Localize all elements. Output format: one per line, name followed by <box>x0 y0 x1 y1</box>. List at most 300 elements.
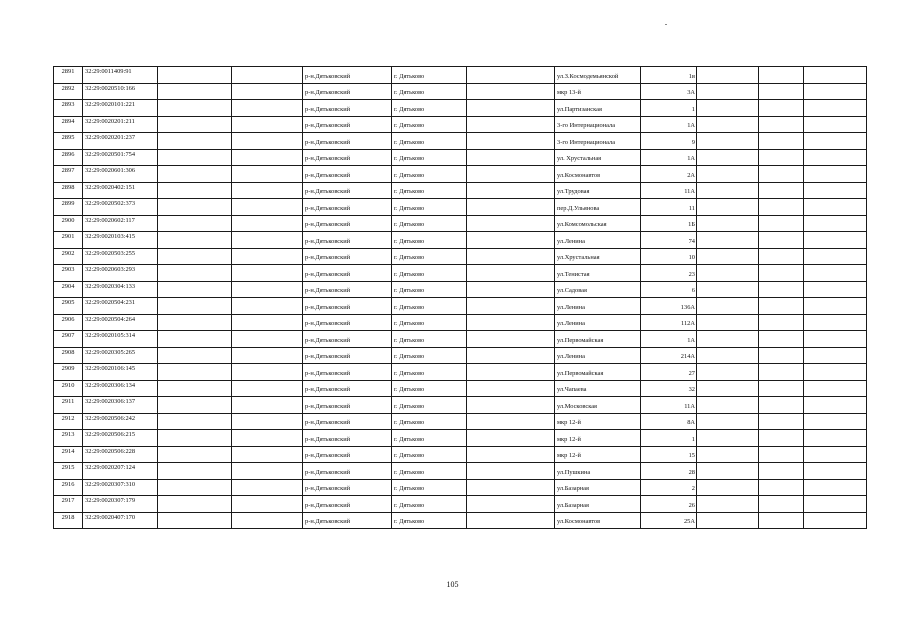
empty-cell <box>804 199 867 216</box>
empty-cell <box>697 248 759 265</box>
empty-cell <box>697 166 759 183</box>
empty-cell <box>804 314 867 331</box>
row-number: 2918 <box>54 512 83 529</box>
empty-cell <box>158 232 232 249</box>
empty-cell <box>467 380 555 397</box>
district-cell: р-н.Дятьковский <box>303 215 392 232</box>
empty-cell <box>804 149 867 166</box>
empty-cell <box>697 116 759 133</box>
empty-cell <box>232 347 303 364</box>
empty-cell <box>759 446 804 463</box>
empty-cell <box>467 100 555 117</box>
city-cell: г. Дятьково <box>392 430 467 447</box>
empty-cell <box>467 133 555 150</box>
empty-cell <box>232 265 303 282</box>
street-cell: 3-го Интернационала <box>555 133 641 150</box>
empty-cell <box>158 166 232 183</box>
empty-cell <box>697 496 759 513</box>
house-number: 3А <box>641 83 697 100</box>
empty-cell <box>804 397 867 414</box>
street-cell: ул.Хрустальная <box>555 248 641 265</box>
district-cell: р-н.Дятьковский <box>303 496 392 513</box>
row-number: 2895 <box>54 133 83 150</box>
cadastral-number: 32:29:0020506:215 <box>83 430 158 447</box>
empty-cell <box>804 281 867 298</box>
empty-cell <box>232 298 303 315</box>
district-cell: р-н.Дятьковский <box>303 182 392 199</box>
cadastral-number: 32:29:0020307:179 <box>83 496 158 513</box>
empty-cell <box>158 100 232 117</box>
house-number: 11А <box>641 397 697 414</box>
district-cell: р-н.Дятьковский <box>303 100 392 117</box>
empty-cell <box>158 314 232 331</box>
empty-cell <box>759 281 804 298</box>
house-number: 1 <box>641 100 697 117</box>
row-number: 2898 <box>54 182 83 199</box>
city-cell: г. Дятьково <box>392 100 467 117</box>
empty-cell <box>697 512 759 529</box>
empty-cell <box>232 430 303 447</box>
house-number: 1в <box>641 67 697 84</box>
house-number: 9 <box>641 133 697 150</box>
register-table <box>53 66 867 529</box>
empty-cell <box>804 232 867 249</box>
empty-cell <box>759 463 804 480</box>
empty-cell <box>467 116 555 133</box>
empty-cell <box>158 347 232 364</box>
table-row <box>54 512 867 529</box>
house-number: 15 <box>641 446 697 463</box>
district-cell: р-н.Дятьковский <box>303 380 392 397</box>
empty-cell <box>467 166 555 183</box>
district-cell: р-н.Дятьковский <box>303 83 392 100</box>
district-cell: р-н.Дятьковский <box>303 281 392 298</box>
empty-cell <box>759 182 804 199</box>
empty-cell <box>467 512 555 529</box>
row-number: 2902 <box>54 248 83 265</box>
street-cell: ул.З.Космодемьянской <box>555 67 641 84</box>
empty-cell <box>158 479 232 496</box>
table-body <box>54 67 867 529</box>
cadastral-number: 32:29:0020502:373 <box>83 199 158 216</box>
cadastral-number: 32:29:0020601:306 <box>83 166 158 183</box>
street-cell: ул.Московская <box>555 397 641 414</box>
empty-cell <box>158 248 232 265</box>
row-number: 2896 <box>54 149 83 166</box>
street-cell: ул.Садовая <box>555 281 641 298</box>
table-row <box>54 314 867 331</box>
table-row <box>54 380 867 397</box>
row-number: 2905 <box>54 298 83 315</box>
empty-cell <box>697 215 759 232</box>
empty-cell <box>232 83 303 100</box>
cadastral-number: 32:29:0020402:151 <box>83 182 158 199</box>
city-cell: г. Дятьково <box>392 413 467 430</box>
street-cell: ул.Ленина <box>555 232 641 249</box>
row-number: 2908 <box>54 347 83 364</box>
scan-mark <box>665 24 667 25</box>
empty-cell <box>467 199 555 216</box>
empty-cell <box>697 413 759 430</box>
empty-cell <box>467 67 555 84</box>
district-cell: р-н.Дятьковский <box>303 430 392 447</box>
empty-cell <box>759 298 804 315</box>
empty-cell <box>697 67 759 84</box>
empty-cell <box>158 331 232 348</box>
empty-cell <box>232 67 303 84</box>
table-row <box>54 496 867 513</box>
empty-cell <box>467 496 555 513</box>
empty-cell <box>232 116 303 133</box>
empty-cell <box>804 430 867 447</box>
street-cell: 3-го Интернационала <box>555 116 641 133</box>
house-number: 214А <box>641 347 697 364</box>
row-number: 2915 <box>54 463 83 480</box>
empty-cell <box>697 265 759 282</box>
empty-cell <box>697 232 759 249</box>
table-row <box>54 248 867 265</box>
table-row <box>54 67 867 84</box>
empty-cell <box>158 446 232 463</box>
city-cell: г. Дятьково <box>392 248 467 265</box>
empty-cell <box>697 281 759 298</box>
district-cell: р-н.Дятьковский <box>303 248 392 265</box>
empty-cell <box>697 347 759 364</box>
empty-cell <box>697 364 759 381</box>
empty-cell <box>759 166 804 183</box>
empty-cell <box>759 100 804 117</box>
cadastral-number: 32:29:0020506:242 <box>83 413 158 430</box>
table-row <box>54 479 867 496</box>
table-row <box>54 281 867 298</box>
cadastral-number: 32:29:0020306:134 <box>83 380 158 397</box>
cadastral-number: 32:29:0020504:231 <box>83 298 158 315</box>
house-number: 1А <box>641 331 697 348</box>
empty-cell <box>232 512 303 529</box>
city-cell: г. Дятьково <box>392 215 467 232</box>
empty-cell <box>804 215 867 232</box>
row-number: 2917 <box>54 496 83 513</box>
cadastral-number: 32:29:0020306:137 <box>83 397 158 414</box>
empty-cell <box>232 380 303 397</box>
street-cell: ул.Комсомольская <box>555 215 641 232</box>
city-cell: г. Дятьково <box>392 298 467 315</box>
empty-cell <box>697 149 759 166</box>
empty-cell <box>232 215 303 232</box>
street-cell: ул.Первомайская <box>555 364 641 381</box>
empty-cell <box>467 397 555 414</box>
table-row <box>54 116 867 133</box>
city-cell: г. Дятьково <box>392 397 467 414</box>
empty-cell <box>158 281 232 298</box>
empty-cell <box>232 463 303 480</box>
empty-cell <box>804 248 867 265</box>
empty-cell <box>759 413 804 430</box>
table-row <box>54 215 867 232</box>
empty-cell <box>158 430 232 447</box>
house-number: 23 <box>641 265 697 282</box>
table-row <box>54 100 867 117</box>
empty-cell <box>804 463 867 480</box>
empty-cell <box>759 215 804 232</box>
house-number: 2 <box>641 479 697 496</box>
street-cell: пер.Д.Ульянова <box>555 199 641 216</box>
street-cell: мкр 12-й <box>555 446 641 463</box>
row-number: 2891 <box>54 67 83 84</box>
house-number: 32 <box>641 380 697 397</box>
empty-cell <box>759 397 804 414</box>
city-cell: г. Дятьково <box>392 133 467 150</box>
city-cell: г. Дятьково <box>392 149 467 166</box>
house-number: 26 <box>641 496 697 513</box>
empty-cell <box>804 347 867 364</box>
table-row <box>54 232 867 249</box>
empty-cell <box>804 166 867 183</box>
district-cell: р-н.Дятьковский <box>303 463 392 480</box>
row-number: 2899 <box>54 199 83 216</box>
table-row <box>54 149 867 166</box>
row-number: 2897 <box>54 166 83 183</box>
city-cell: г. Дятьково <box>392 446 467 463</box>
empty-cell <box>232 248 303 265</box>
city-cell: г. Дятьково <box>392 265 467 282</box>
row-number: 2913 <box>54 430 83 447</box>
house-number: 27 <box>641 364 697 381</box>
empty-cell <box>804 298 867 315</box>
district-cell: р-н.Дятьковский <box>303 331 392 348</box>
street-cell: ул.Базарная <box>555 479 641 496</box>
empty-cell <box>467 265 555 282</box>
street-cell: мкр 12-й <box>555 430 641 447</box>
empty-cell <box>697 331 759 348</box>
cadastral-number: 32:29:0020304:133 <box>83 281 158 298</box>
empty-cell <box>467 215 555 232</box>
house-number: 136А <box>641 298 697 315</box>
empty-cell <box>804 446 867 463</box>
empty-cell <box>467 149 555 166</box>
empty-cell <box>759 512 804 529</box>
city-cell: г. Дятьково <box>392 182 467 199</box>
empty-cell <box>804 479 867 496</box>
cadastral-number: 32:29:0020305:265 <box>83 347 158 364</box>
empty-cell <box>158 265 232 282</box>
empty-cell <box>232 166 303 183</box>
empty-cell <box>759 347 804 364</box>
empty-cell <box>804 67 867 84</box>
cadastral-number: 32:29:0020207:124 <box>83 463 158 480</box>
street-cell: ул.Трудовая <box>555 182 641 199</box>
house-number: 6 <box>641 281 697 298</box>
row-number: 2894 <box>54 116 83 133</box>
cadastral-number: 32:29:0020501:754 <box>83 149 158 166</box>
district-cell: р-н.Дятьковский <box>303 413 392 430</box>
cadastral-number: 32:29:0020103:415 <box>83 232 158 249</box>
row-number: 2912 <box>54 413 83 430</box>
street-cell: ул.Ленина <box>555 314 641 331</box>
city-cell: г. Дятьково <box>392 364 467 381</box>
empty-cell <box>467 314 555 331</box>
table-row <box>54 413 867 430</box>
empty-cell <box>804 100 867 117</box>
empty-cell <box>232 446 303 463</box>
empty-cell <box>697 100 759 117</box>
district-cell: р-н.Дятьковский <box>303 446 392 463</box>
empty-cell <box>759 116 804 133</box>
house-number: 28 <box>641 463 697 480</box>
empty-cell <box>232 397 303 414</box>
city-cell: г. Дятьково <box>392 331 467 348</box>
table-row <box>54 347 867 364</box>
district-cell: р-н.Дятьковский <box>303 149 392 166</box>
empty-cell <box>804 413 867 430</box>
table-row <box>54 364 867 381</box>
street-cell: мкр 13-й <box>555 83 641 100</box>
empty-cell <box>158 215 232 232</box>
page-number: 105 <box>446 580 459 589</box>
district-cell: р-н.Дятьковский <box>303 397 392 414</box>
street-cell: ул.Чапаева <box>555 380 641 397</box>
empty-cell <box>759 232 804 249</box>
empty-cell <box>158 133 232 150</box>
empty-cell <box>697 430 759 447</box>
cadastral-number: 32:29:0020510:166 <box>83 83 158 100</box>
empty-cell <box>467 413 555 430</box>
empty-cell <box>467 232 555 249</box>
city-cell: г. Дятьково <box>392 380 467 397</box>
district-cell: р-н.Дятьковский <box>303 166 392 183</box>
house-number: 112А <box>641 314 697 331</box>
empty-cell <box>759 133 804 150</box>
empty-cell <box>697 446 759 463</box>
table-row <box>54 446 867 463</box>
empty-cell <box>467 298 555 315</box>
row-number: 2904 <box>54 281 83 298</box>
house-number: 10 <box>641 248 697 265</box>
city-cell: г. Дятьково <box>392 314 467 331</box>
cadastral-number: 32:29:0020201:211 <box>83 116 158 133</box>
empty-cell <box>232 479 303 496</box>
empty-cell <box>232 182 303 199</box>
row-number: 2906 <box>54 314 83 331</box>
city-cell: г. Дятьково <box>392 83 467 100</box>
empty-cell <box>158 397 232 414</box>
city-cell: г. Дятьково <box>392 496 467 513</box>
empty-cell <box>232 133 303 150</box>
empty-cell <box>759 364 804 381</box>
empty-cell <box>759 479 804 496</box>
empty-cell <box>467 248 555 265</box>
empty-cell <box>467 463 555 480</box>
empty-cell <box>158 83 232 100</box>
empty-cell <box>158 496 232 513</box>
empty-cell <box>804 512 867 529</box>
district-cell: р-н.Дятьковский <box>303 116 392 133</box>
street-cell: ул.Тенистая <box>555 265 641 282</box>
district-cell: р-н.Дятьковский <box>303 314 392 331</box>
cadastral-number: 32:29:0020506:228 <box>83 446 158 463</box>
row-number: 2900 <box>54 215 83 232</box>
empty-cell <box>158 116 232 133</box>
empty-cell <box>232 100 303 117</box>
city-cell: г. Дятьково <box>392 479 467 496</box>
house-number: 11 <box>641 199 697 216</box>
row-number: 2901 <box>54 232 83 249</box>
table-row <box>54 83 867 100</box>
district-cell: р-н.Дятьковский <box>303 67 392 84</box>
cadastral-number: 32:29:0020603:293 <box>83 265 158 282</box>
empty-cell <box>804 331 867 348</box>
cadastral-number: 32:29:0020504:264 <box>83 314 158 331</box>
street-cell: мкр 12-й <box>555 413 641 430</box>
empty-cell <box>804 116 867 133</box>
empty-cell <box>232 314 303 331</box>
row-number: 2909 <box>54 364 83 381</box>
empty-cell <box>158 67 232 84</box>
house-number: 2А <box>641 166 697 183</box>
house-number: 1Б <box>641 215 697 232</box>
empty-cell <box>759 248 804 265</box>
table-row <box>54 331 867 348</box>
table-row <box>54 199 867 216</box>
empty-cell <box>467 430 555 447</box>
empty-cell <box>697 83 759 100</box>
city-cell: г. Дятьково <box>392 347 467 364</box>
empty-cell <box>158 380 232 397</box>
street-cell: ул.Ленина <box>555 347 641 364</box>
empty-cell <box>759 83 804 100</box>
empty-cell <box>759 430 804 447</box>
district-cell: р-н.Дятьковский <box>303 232 392 249</box>
house-number: 25А <box>641 512 697 529</box>
empty-cell <box>467 479 555 496</box>
table-row <box>54 298 867 315</box>
empty-cell <box>804 182 867 199</box>
empty-cell <box>697 199 759 216</box>
empty-cell <box>697 479 759 496</box>
empty-cell <box>697 380 759 397</box>
empty-cell <box>232 331 303 348</box>
cadastral-number: 32:29:0020105:314 <box>83 331 158 348</box>
cadastral-number: 32:29:0020602:117 <box>83 215 158 232</box>
cadastral-number: 32:29:0020407:170 <box>83 512 158 529</box>
empty-cell <box>232 199 303 216</box>
city-cell: г. Дятьково <box>392 281 467 298</box>
house-number: 74 <box>641 232 697 249</box>
row-number: 2903 <box>54 265 83 282</box>
city-cell: г. Дятьково <box>392 67 467 84</box>
city-cell: г. Дятьково <box>392 232 467 249</box>
street-cell: ул.Партизанская <box>555 100 641 117</box>
table-row <box>54 166 867 183</box>
district-cell: р-н.Дятьковский <box>303 479 392 496</box>
city-cell: г. Дятьково <box>392 199 467 216</box>
empty-cell <box>467 347 555 364</box>
cadastral-number: 32:29:0020106:145 <box>83 364 158 381</box>
row-number: 2907 <box>54 331 83 348</box>
house-number: 8А <box>641 413 697 430</box>
street-cell: ул.Космонавтов <box>555 512 641 529</box>
empty-cell <box>759 199 804 216</box>
empty-cell <box>158 364 232 381</box>
empty-cell <box>804 496 867 513</box>
city-cell: г. Дятьково <box>392 512 467 529</box>
empty-cell <box>759 314 804 331</box>
empty-cell <box>804 83 867 100</box>
empty-cell <box>759 265 804 282</box>
empty-cell <box>232 496 303 513</box>
district-cell: р-н.Дятьковский <box>303 364 392 381</box>
empty-cell <box>467 331 555 348</box>
